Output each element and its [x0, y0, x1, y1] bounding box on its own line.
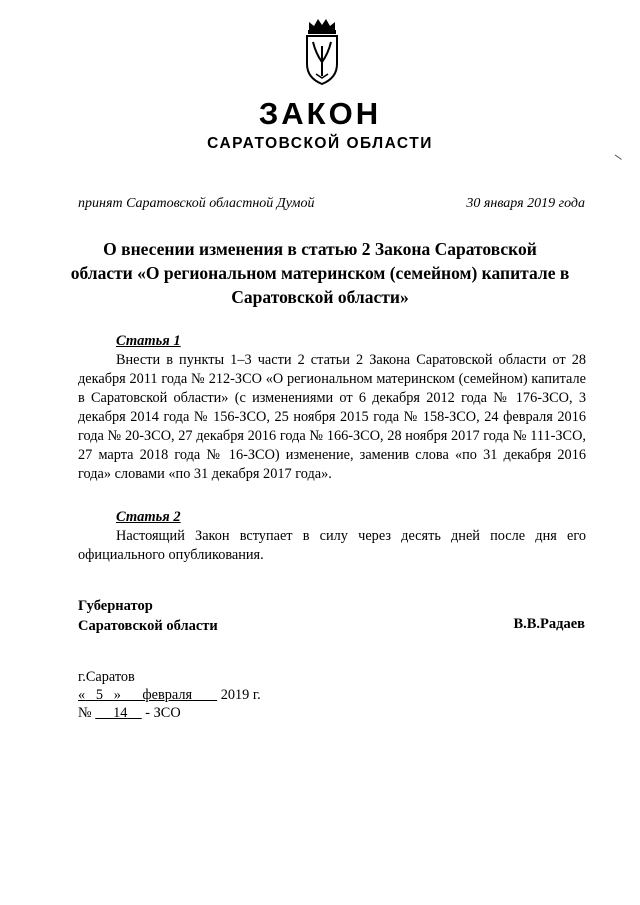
article-1-text: Внести в пункты 1–3 части 2 статьи 2 Закона Саратовской области от 28 декабря 2011 года № 212-ЗСО «О региональном материнском (семейном) капитале в Саратовской области» (с изменениями от 6 декабря 2012 года № 176-ЗСО, 3 декабря 2014 года № 156-ЗСО, 25 ноября 2015 года № 158-ЗСО, 24 февраля 2016 года № 20-ЗСО, 27 декабря 2016 года № 166-ЗСО, 28 ноября 2017 года № 111-ЗСО, 27 марта 2018 года № 16-ЗСО) изменение, заменив слова «по 31 декабря 2016 года» словами «по 31 декабря 2017 года».: [78, 352, 586, 482]
article-2-text: Настоящий Закон вступает в силу через десять дней после дня его официального опубликования.: [78, 528, 586, 563]
governor-position-line2: Саратовской области: [78, 618, 218, 634]
document-title: ЗАКОН: [258, 96, 382, 131]
scan-mark: [610, 155, 622, 167]
date-day: 5: [95, 687, 104, 703]
footer-city: г.Саратов: [78, 669, 135, 685]
footer-date: [78, 686, 261, 704]
adoption-text: принят Саратовской областной Думой: [78, 196, 315, 211]
number-suffix: - ЗСО: [145, 705, 181, 721]
date-month: февраля: [142, 687, 193, 703]
date-open-quote: «: [78, 687, 86, 703]
document-footer: [78, 668, 261, 722]
governor-position: [78, 596, 218, 636]
saratov-coat-of-arms-icon: [302, 16, 342, 86]
footer-number: [78, 704, 261, 722]
document-subtitle: САРАТОВСКОЙ ОБЛАСТИ: [207, 135, 433, 152]
number-value: 14: [113, 705, 128, 721]
article-2-heading: Статья 2: [116, 509, 181, 525]
date-close-quote: »: [113, 687, 121, 703]
number-prefix: №: [78, 705, 92, 721]
adoption-date: 30 января 2019 года: [466, 196, 585, 211]
governor-position-line1: Губернатор: [78, 598, 153, 614]
governor-name: В.В.Радаев: [513, 616, 585, 632]
date-year: 2019 г.: [220, 687, 261, 703]
article-1-heading: Статья 1: [116, 333, 181, 349]
law-title: О внесении изменения в статью 2 Закона Саратовской области «О региональном материнском (семейном) капитале в Саратовской области»: [70, 239, 570, 307]
